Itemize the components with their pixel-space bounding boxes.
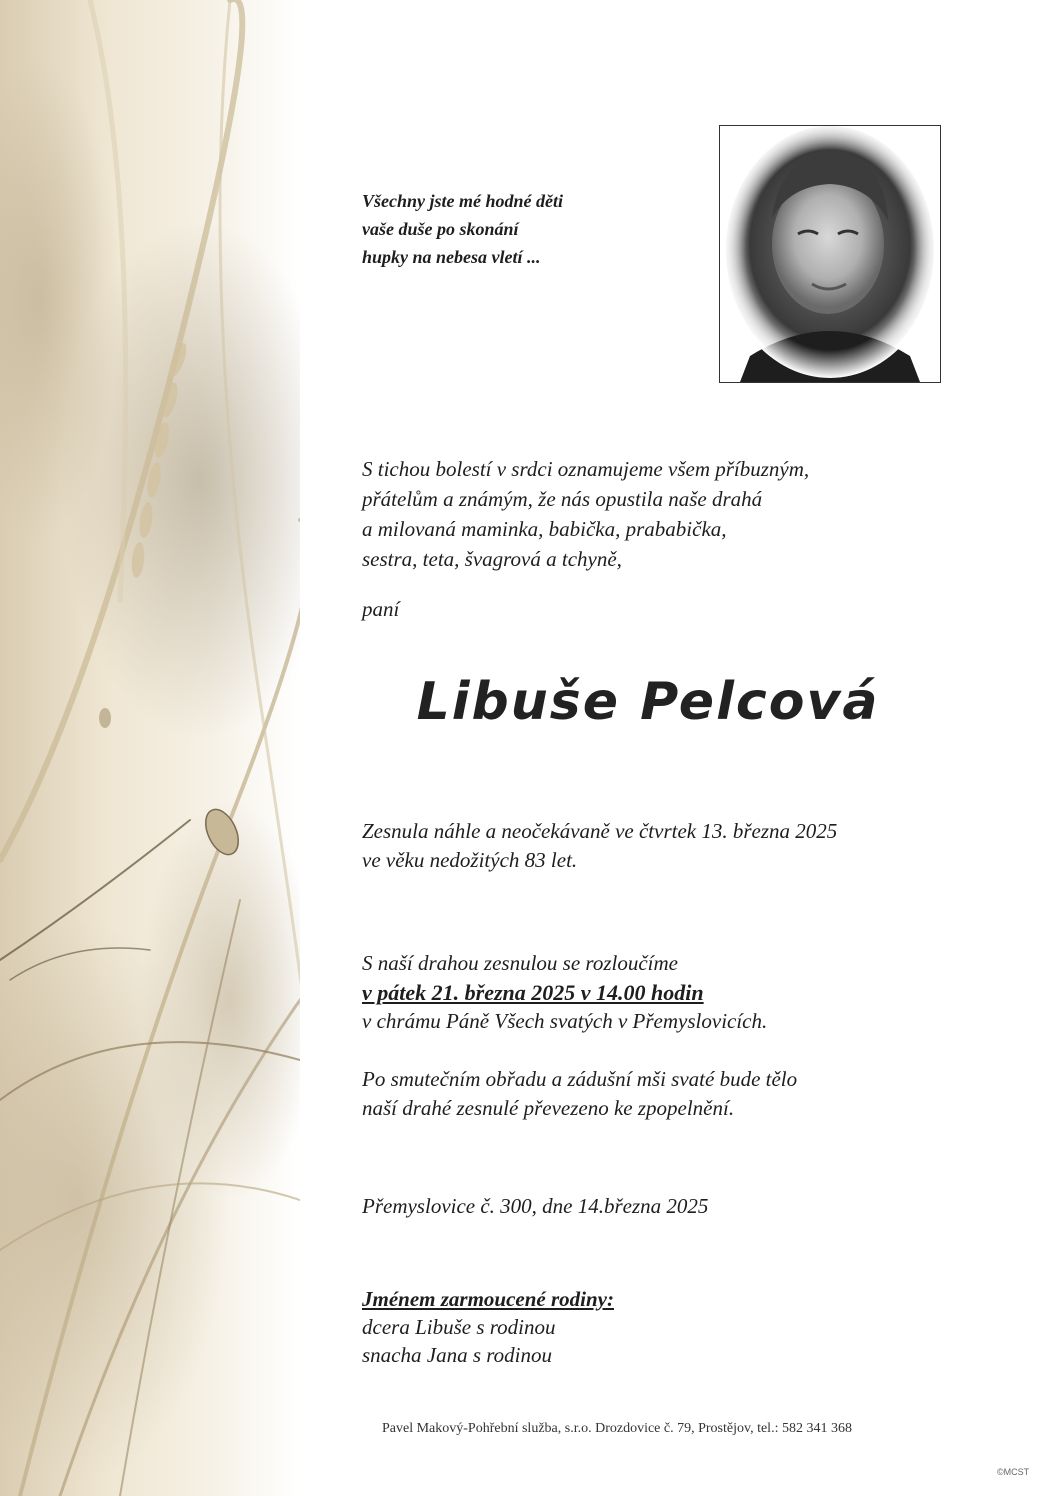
funeral-service-footer: Pavel Makový-Pohřební služba, s.r.o. Drozdovice č. 79, Prostějov, tel.: 582 341 368 [382, 1421, 852, 1436]
after-ceremony-text [362, 1065, 797, 1123]
death-line: Zesnula náhle a neočekávaně ve čtvrtek 13. března 2025 [362, 819, 838, 843]
announcement-line: a milovaná maminka, babička, prababička, [362, 517, 727, 541]
after-ceremony-line: naší drahé zesnulé převezeno ke zpopelnění. [362, 1096, 735, 1120]
copyright-mark: ©MCST [997, 1467, 1030, 1477]
motto-line: vaše duše po skonání [362, 219, 519, 239]
family-heading: Jménem zarmoucené rodiny: [362, 1287, 614, 1311]
death-notice [362, 817, 837, 875]
farewell-intro: S naší drahou zesnulou se rozloučíme [362, 951, 678, 975]
motto-line: hupky na nebesa vletí ... [362, 247, 541, 267]
portrait-image [720, 126, 940, 382]
portrait-photo [719, 125, 941, 383]
announcement-line: přátelům a známým, že nás opustila naše drahá [362, 487, 763, 511]
motto-verse [362, 187, 563, 271]
family-member: snacha Jana s rodinou [362, 1343, 552, 1367]
announcement-text [362, 454, 809, 574]
death-line: ve věku nedožitých 83 let. [362, 848, 578, 872]
announcement-line: sestra, teta, švagrová a tchyně, [362, 547, 622, 571]
family-signature [362, 1285, 614, 1369]
title-pani: paní [362, 597, 400, 621]
place-and-date: Přemyslovice č. 300, dne 14.března 2025 [362, 1194, 709, 1218]
farewell-info [362, 949, 767, 1036]
announcement-line: S tichou bolestí v srdci oznamujeme všem příbuzným, [362, 457, 810, 481]
farewell-date-time: v pátek 21. března 2025 v 14.00 hodin [362, 980, 704, 1005]
decorative-grass-image [0, 0, 300, 1496]
deceased-name: Libuše Pelcová [416, 672, 880, 732]
family-member: dcera Libuše s rodinou [362, 1315, 556, 1339]
grass-stalks-illustration [0, 0, 300, 1496]
motto-line: Všechny jste mé hodné děti [362, 191, 563, 211]
after-ceremony-line: Po smutečním obřadu a zádušní mši svaté bude tělo [362, 1067, 798, 1091]
farewell-location: v chrámu Páně Všech svatých v Přemyslovicích. [362, 1009, 768, 1033]
